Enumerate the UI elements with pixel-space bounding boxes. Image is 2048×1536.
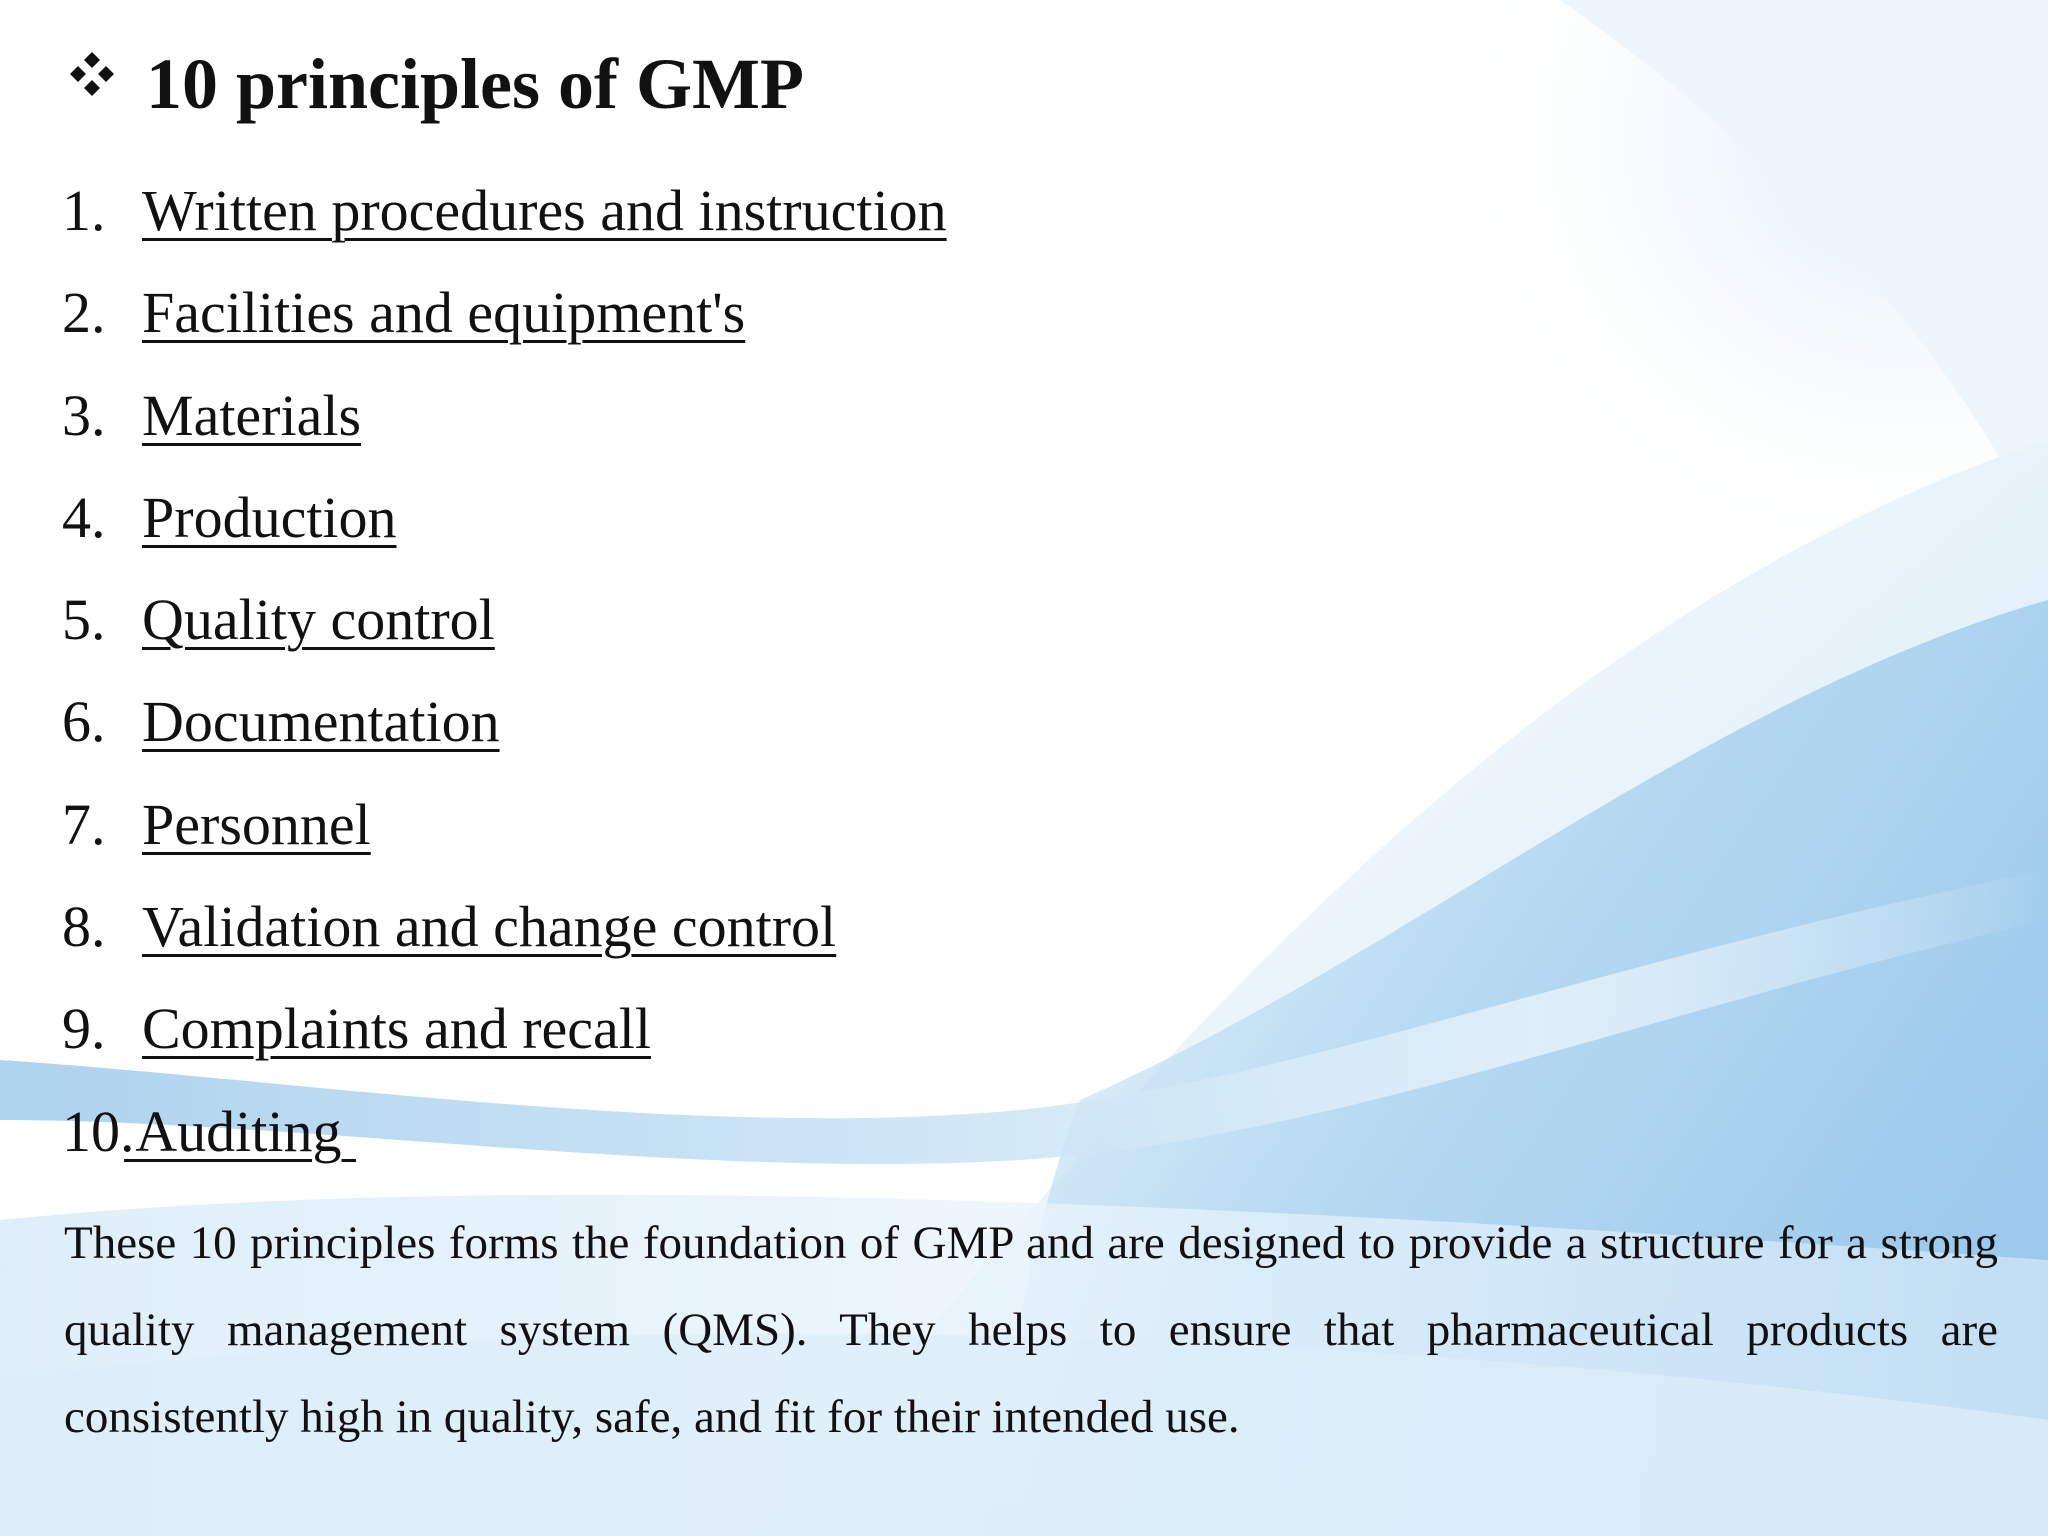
item-label: Production	[142, 484, 397, 550]
list-item	[62, 160, 947, 262]
list-item	[62, 671, 947, 773]
list-item	[62, 876, 947, 978]
summary-paragraph: These 10 principles forms the foundation of GMP and are designed to provide a structure for a strong quality management system (QMS). They helps to ensure that pharmaceutical products are consistently high in quality, safe, and fit for their intended use.	[64, 1217, 1998, 1443]
four-diamond-bullet-icon	[68, 50, 116, 98]
list-item	[62, 978, 947, 1080]
item-label: Written procedures and instruction	[142, 178, 947, 243]
principles-list	[62, 160, 947, 1183]
list-item	[62, 262, 947, 364]
item-label: Auditing	[124, 1098, 357, 1164]
item-number: 9.	[62, 996, 106, 1062]
list-item	[62, 467, 947, 569]
item-number: 10.	[62, 1098, 135, 1164]
item-number: 6.	[62, 689, 106, 755]
list-item	[62, 365, 947, 467]
item-number: 8.	[62, 894, 106, 960]
item-label: Facilities and equipment's	[142, 280, 746, 346]
item-label: Validation and change control	[142, 894, 837, 960]
list-item	[62, 569, 947, 671]
item-label: Quality control	[142, 587, 495, 653]
item-number: 3.	[62, 382, 106, 448]
list-item	[62, 774, 947, 876]
item-label: Documentation	[142, 689, 500, 755]
item-number: 2.	[62, 280, 106, 346]
title-row	[68, 36, 804, 146]
item-label: Materials	[142, 382, 362, 448]
item-number: 1.	[62, 178, 106, 243]
item-number: 7.	[62, 791, 106, 857]
list-item	[62, 1081, 947, 1183]
item-number: 4.	[62, 484, 106, 550]
item-number: 5.	[62, 587, 106, 653]
item-label: Complaints and recall	[142, 996, 651, 1062]
item-label: Personnel	[142, 791, 371, 857]
slide-title: 10 principles of GMP	[146, 44, 804, 124]
